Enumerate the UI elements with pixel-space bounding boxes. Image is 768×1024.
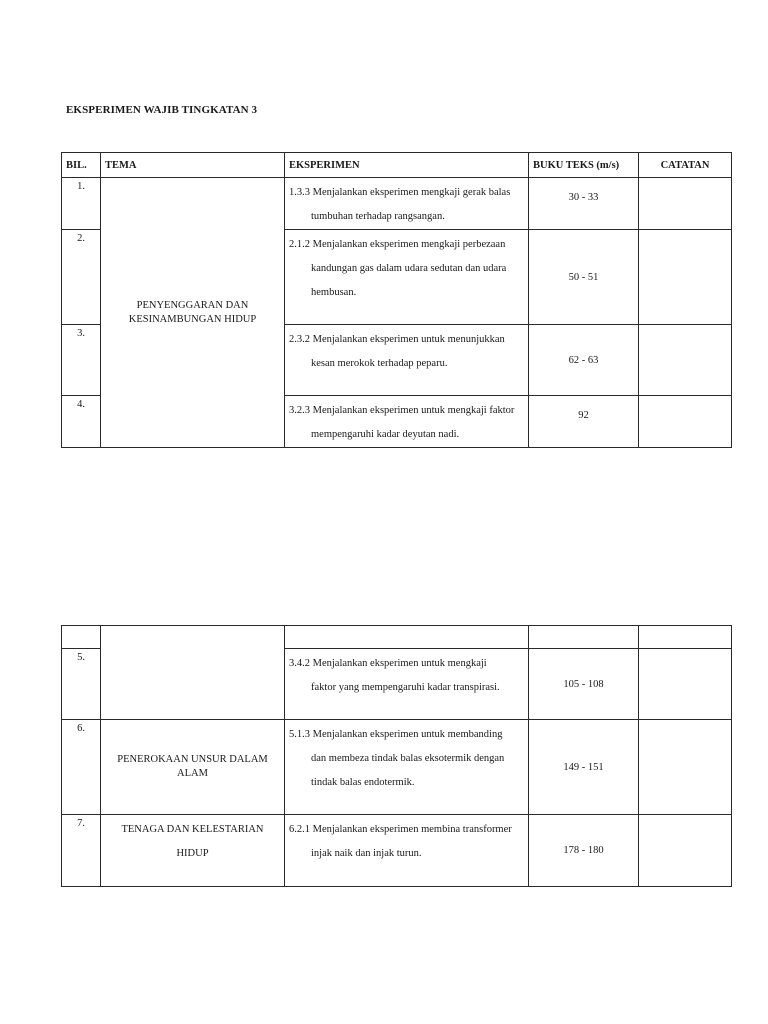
experiment-line: injak naik dan injak turun. — [311, 848, 422, 859]
tema-line: TENAGA DAN KELESTARIAN — [121, 824, 264, 835]
experiment-line: kandungan gas dalam udara sedutan dan udara — [311, 263, 507, 274]
row-bil: 3. — [62, 325, 101, 396]
experiment-cell — [285, 325, 529, 396]
empty-cell — [285, 626, 529, 649]
catatan-cell — [639, 230, 732, 325]
experiment-line: 1.3.3 Menjalankan eksperimen mengkaji gerak balas — [289, 187, 511, 198]
experiment-table-2 — [61, 625, 732, 887]
header-eksperimen: EKSPERIMEN — [285, 153, 529, 178]
experiment-line: kesan merokok terhadap peparu. — [311, 358, 448, 369]
empty-cell — [62, 626, 101, 649]
row-bil: 1. — [62, 178, 101, 230]
tema-cell — [101, 815, 285, 887]
page-range: 92 — [529, 396, 639, 448]
header-bil: BIL. — [62, 153, 101, 178]
table-row — [62, 178, 732, 230]
tema-cell: PENEROKAAN UNSUR DALAM ALAM — [101, 720, 285, 815]
row-bil: 5. — [62, 649, 101, 720]
page-range: 50 - 51 — [529, 230, 639, 325]
header-buku-teks: BUKU TEKS (m/s) — [529, 153, 639, 178]
document-title: EKSPERIMEN WAJIB TINGKATAN 3 — [66, 104, 258, 116]
empty-cell — [529, 626, 639, 649]
row-bil: 7. — [62, 815, 101, 887]
experiment-line: dan membeza tindak balas eksotermik dengan — [311, 753, 505, 764]
page-range: 149 - 151 — [529, 720, 639, 815]
experiment-line: 3.4.2 Menjalankan eksperimen untuk mengkaji — [289, 658, 487, 669]
experiment-line: 3.2.3 Menjalankan eksperimen untuk mengkaji faktor — [289, 405, 515, 416]
catatan-cell — [639, 178, 732, 230]
experiment-line: 2.3.2 Menjalankan eksperimen untuk menunjukkan — [289, 334, 505, 345]
row-bil: 4. — [62, 396, 101, 448]
experiment-cell — [285, 178, 529, 230]
table-row — [62, 720, 732, 815]
experiment-line: 2.1.2 Menjalankan eksperimen mengkaji perbezaan — [289, 239, 506, 250]
experiment-line: 5.1.3 Menjalankan eksperimen untuk membanding — [289, 729, 503, 740]
empty-cell — [639, 626, 732, 649]
page-range: 105 - 108 — [529, 649, 639, 720]
experiment-line: tumbuhan terhadap rangsangan. — [311, 211, 445, 222]
tema-cell — [101, 626, 285, 720]
page-range: 62 - 63 — [529, 325, 639, 396]
catatan-cell — [639, 649, 732, 720]
page-range: 30 - 33 — [529, 178, 639, 230]
experiment-cell — [285, 396, 529, 448]
experiment-line: mempengaruhi kadar deyutan nadi. — [311, 429, 460, 440]
catatan-cell — [639, 815, 732, 887]
row-bil: 2. — [62, 230, 101, 325]
experiment-line: hembusan. — [311, 287, 357, 298]
header-catatan: CATATAN — [639, 153, 732, 178]
empty-row — [62, 626, 732, 649]
catatan-cell — [639, 720, 732, 815]
row-bil: 6. — [62, 720, 101, 815]
catatan-cell — [639, 325, 732, 396]
header-tema: TEMA — [101, 153, 285, 178]
page-range: 178 - 180 — [529, 815, 639, 887]
experiment-cell — [285, 720, 529, 815]
experiment-cell — [285, 649, 529, 720]
experiment-cell — [285, 815, 529, 887]
table-header-row — [62, 153, 732, 178]
tema-cell: PENYENGGARAN DAN KESINAMBUNGAN HIDUP — [101, 178, 285, 448]
experiment-cell — [285, 230, 529, 325]
experiment-line: faktor yang mempengaruhi kadar transpirasi. — [311, 682, 500, 693]
experiment-line: 6.2.1 Menjalankan eksperimen membina transformer — [289, 824, 512, 835]
experiment-line: tindak balas endotermik. — [311, 777, 415, 788]
table-row — [62, 815, 732, 887]
experiment-table-1 — [61, 152, 732, 448]
catatan-cell — [639, 396, 732, 448]
tema-line: HIDUP — [176, 848, 209, 859]
